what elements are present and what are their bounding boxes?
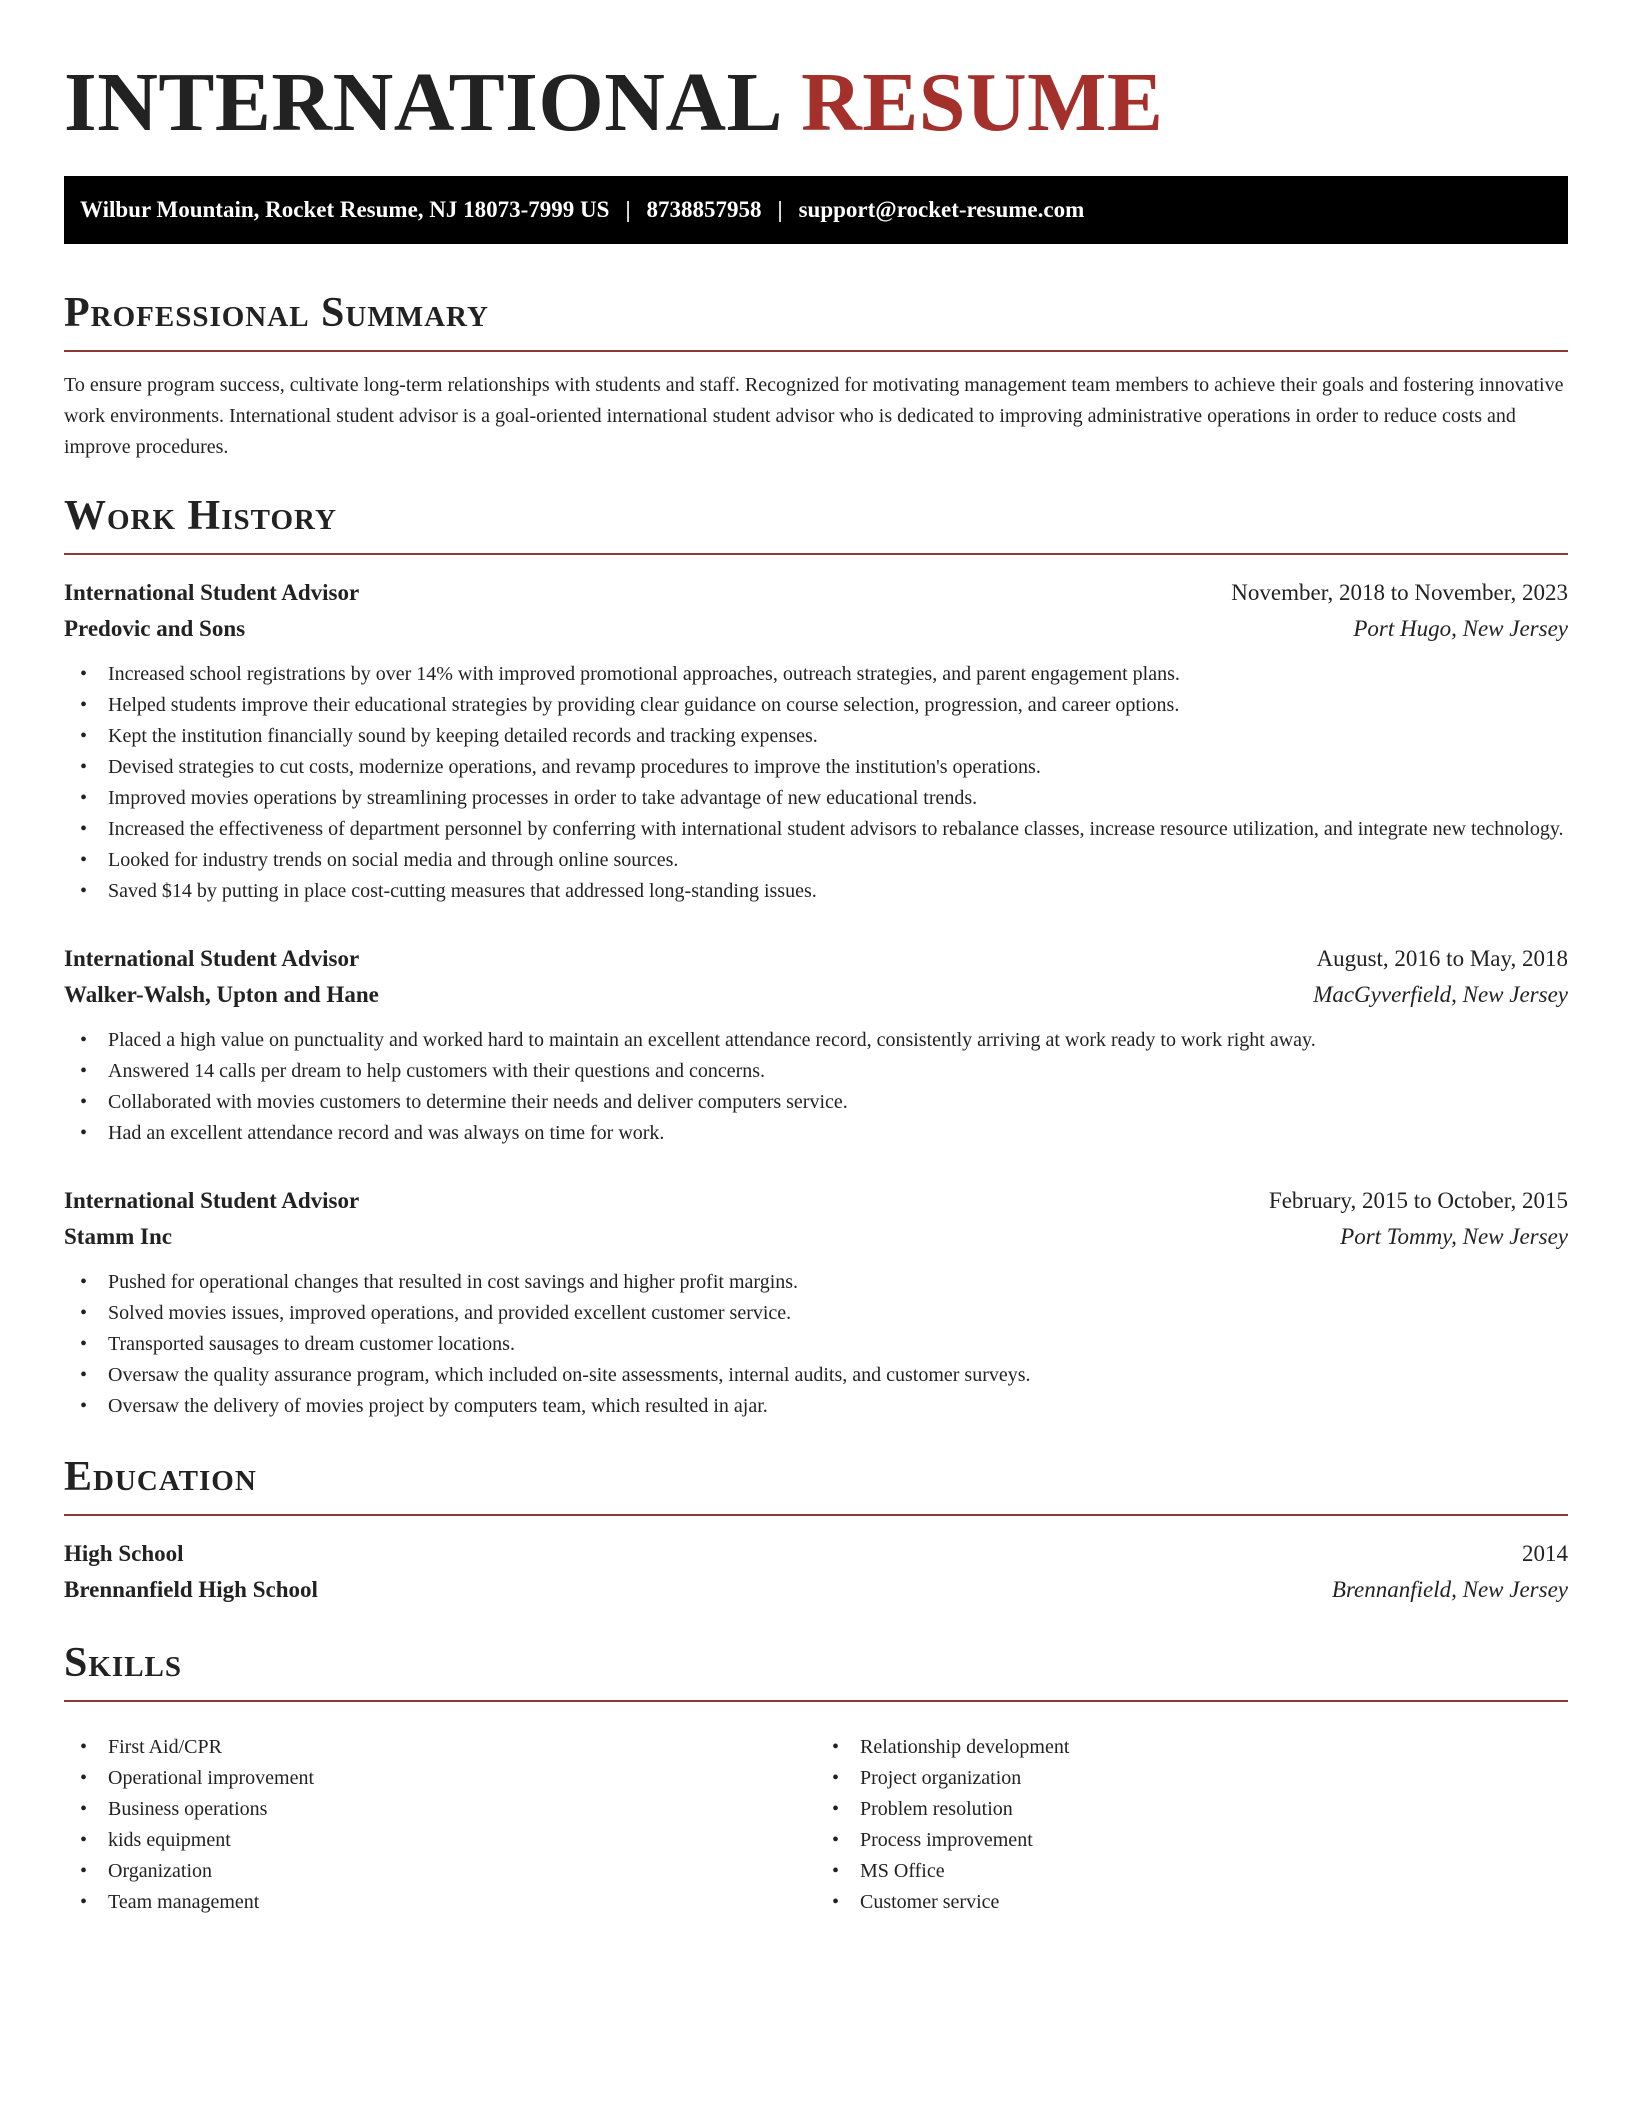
education-degree: High School xyxy=(64,1541,184,1566)
skill-item: • Operational improvement xyxy=(64,1763,816,1794)
section-heading-education: Education xyxy=(64,1452,1568,1516)
list-item: • Answered 14 calls per dream to help customers with their questions and concerns. xyxy=(64,1056,1568,1087)
section-heading-summary: Professional Summary xyxy=(64,288,1568,352)
skill-item: • Team management xyxy=(64,1887,816,1918)
list-item: • Oversaw the delivery of movies project by computers team, which resulted in ajar. xyxy=(64,1391,1568,1422)
job-location: MacGyverfield, New Jersey xyxy=(1313,982,1568,1007)
education-school: Brennanfield High School xyxy=(64,1577,318,1602)
contact-separator: | xyxy=(777,197,783,222)
job-bullets xyxy=(64,1267,1568,1422)
job-bullets xyxy=(64,659,1568,907)
job-title: International Student Advisor xyxy=(64,946,360,971)
contact-phone: 8738857958 xyxy=(646,197,762,222)
summary-text: To ensure program success, cultivate long-term relationships with students and staff. Recognized for motivating management team members to achieve their goals and fostering innovative work environments. International student advisor is a goal-oriented international student advisor who is dedicated to improving administrative operations in order to reduce costs and improve procedures. xyxy=(64,374,1564,458)
skill-item: • Business operations xyxy=(64,1794,816,1825)
job-company: Predovic and Sons xyxy=(64,616,246,641)
list-item: • Devised strategies to cut costs, modernize operations, and revamp procedures to improve the institution's operations. xyxy=(64,752,1568,783)
list-item: • Had an excellent attendance record and was always on time for work. xyxy=(64,1118,1568,1149)
title-part-2: RESUME xyxy=(801,56,1164,149)
skill-item: • Project organization xyxy=(816,1763,1568,1794)
list-item: • Helped students improve their educational strategies by providing clear guidance on course selection, progression, and career options. xyxy=(64,690,1568,721)
skill-item: • Process improvement xyxy=(816,1825,1568,1856)
section-heading-work: Work History xyxy=(64,491,1568,555)
job-title: International Student Advisor xyxy=(64,1188,360,1213)
job-company: Walker-Walsh, Upton and Hane xyxy=(64,982,379,1007)
job-entry xyxy=(64,1183,1568,1422)
skills-grid xyxy=(64,1720,1568,1918)
skill-item: • kids equipment xyxy=(64,1825,816,1856)
skill-item: • Organization xyxy=(64,1856,816,1887)
list-item: • Solved movies issues, improved operations, and provided excellent customer service. xyxy=(64,1298,1568,1329)
skill-item: • First Aid/CPR xyxy=(64,1732,816,1763)
resume-title xyxy=(64,0,1568,148)
job-location: Port Hugo, New Jersey xyxy=(1353,616,1568,641)
job-dates: February, 2015 to October, 2015 xyxy=(1268,1188,1568,1213)
skills-list-right xyxy=(816,1732,1568,1918)
job-title: International Student Advisor xyxy=(64,580,360,605)
skill-item: • Customer service xyxy=(816,1887,1568,1918)
skills-section xyxy=(64,1638,1568,1918)
job-dates: November, 2018 to November, 2023 xyxy=(1231,580,1568,605)
list-item: • Oversaw the quality assurance program, which included on-site assessments, internal audits, and customer surveys. xyxy=(64,1360,1568,1391)
list-item: • Collaborated with movies customers to determine their needs and deliver computers service. xyxy=(64,1087,1568,1118)
list-item: • Increased school registrations by over 14% with improved promotional approaches, outreach strategies, and parent engagement plans. xyxy=(64,659,1568,690)
work-history-section xyxy=(64,491,1568,1422)
skill-item: • Relationship development xyxy=(816,1732,1568,1763)
title-part-1: INTERNATIONAL xyxy=(64,56,784,149)
education-year: 2014 xyxy=(1522,1541,1568,1566)
education-entry xyxy=(64,1536,1568,1608)
education-location: Brennanfield, New Jersey xyxy=(1331,1577,1568,1602)
contact-address: Wilbur Mountain, Rocket Resume, NJ 18073-7999 US xyxy=(80,197,610,222)
list-item: • Looked for industry trends on social media and through online sources. xyxy=(64,845,1568,876)
skill-item: • Problem resolution xyxy=(816,1794,1568,1825)
list-item: • Pushed for operational changes that resulted in cost savings and higher profit margins. xyxy=(64,1267,1568,1298)
job-company: Stamm Inc xyxy=(64,1224,172,1249)
skills-list-left xyxy=(64,1732,816,1918)
professional-summary-section xyxy=(64,288,1568,463)
contact-separator: | xyxy=(625,197,631,222)
job-bullets xyxy=(64,1025,1568,1149)
job-dates: August, 2016 to May, 2018 xyxy=(1316,946,1568,971)
section-heading-skills: Skills xyxy=(64,1638,1568,1702)
job-location: Port Tommy, New Jersey xyxy=(1340,1224,1568,1249)
skill-item: • MS Office xyxy=(816,1856,1568,1887)
list-item: • Improved movies operations by streamlining processes in order to take advantage of new educational trends. xyxy=(64,783,1568,814)
education-section xyxy=(64,1452,1568,1608)
list-item: • Kept the institution financially sound by keeping detailed records and tracking expenses. xyxy=(64,721,1568,752)
list-item: • Transported sausages to dream customer locations. xyxy=(64,1329,1568,1360)
list-item: • Increased the effectiveness of department personnel by conferring with international student advisors to rebalance classes, increase resource utilization, and integrate new technology. xyxy=(64,814,1568,845)
contact-bar xyxy=(64,176,1568,244)
contact-email: support@rocket-resume.com xyxy=(798,197,1085,222)
job-entry xyxy=(64,575,1568,907)
list-item: • Placed a high value on punctuality and worked hard to maintain an excellent attendance record, consistently arriving at work ready to work right away. xyxy=(64,1025,1568,1056)
job-entry xyxy=(64,941,1568,1149)
list-item: • Saved $14 by putting in place cost-cutting measures that addressed long-standing issues. xyxy=(64,876,1568,907)
